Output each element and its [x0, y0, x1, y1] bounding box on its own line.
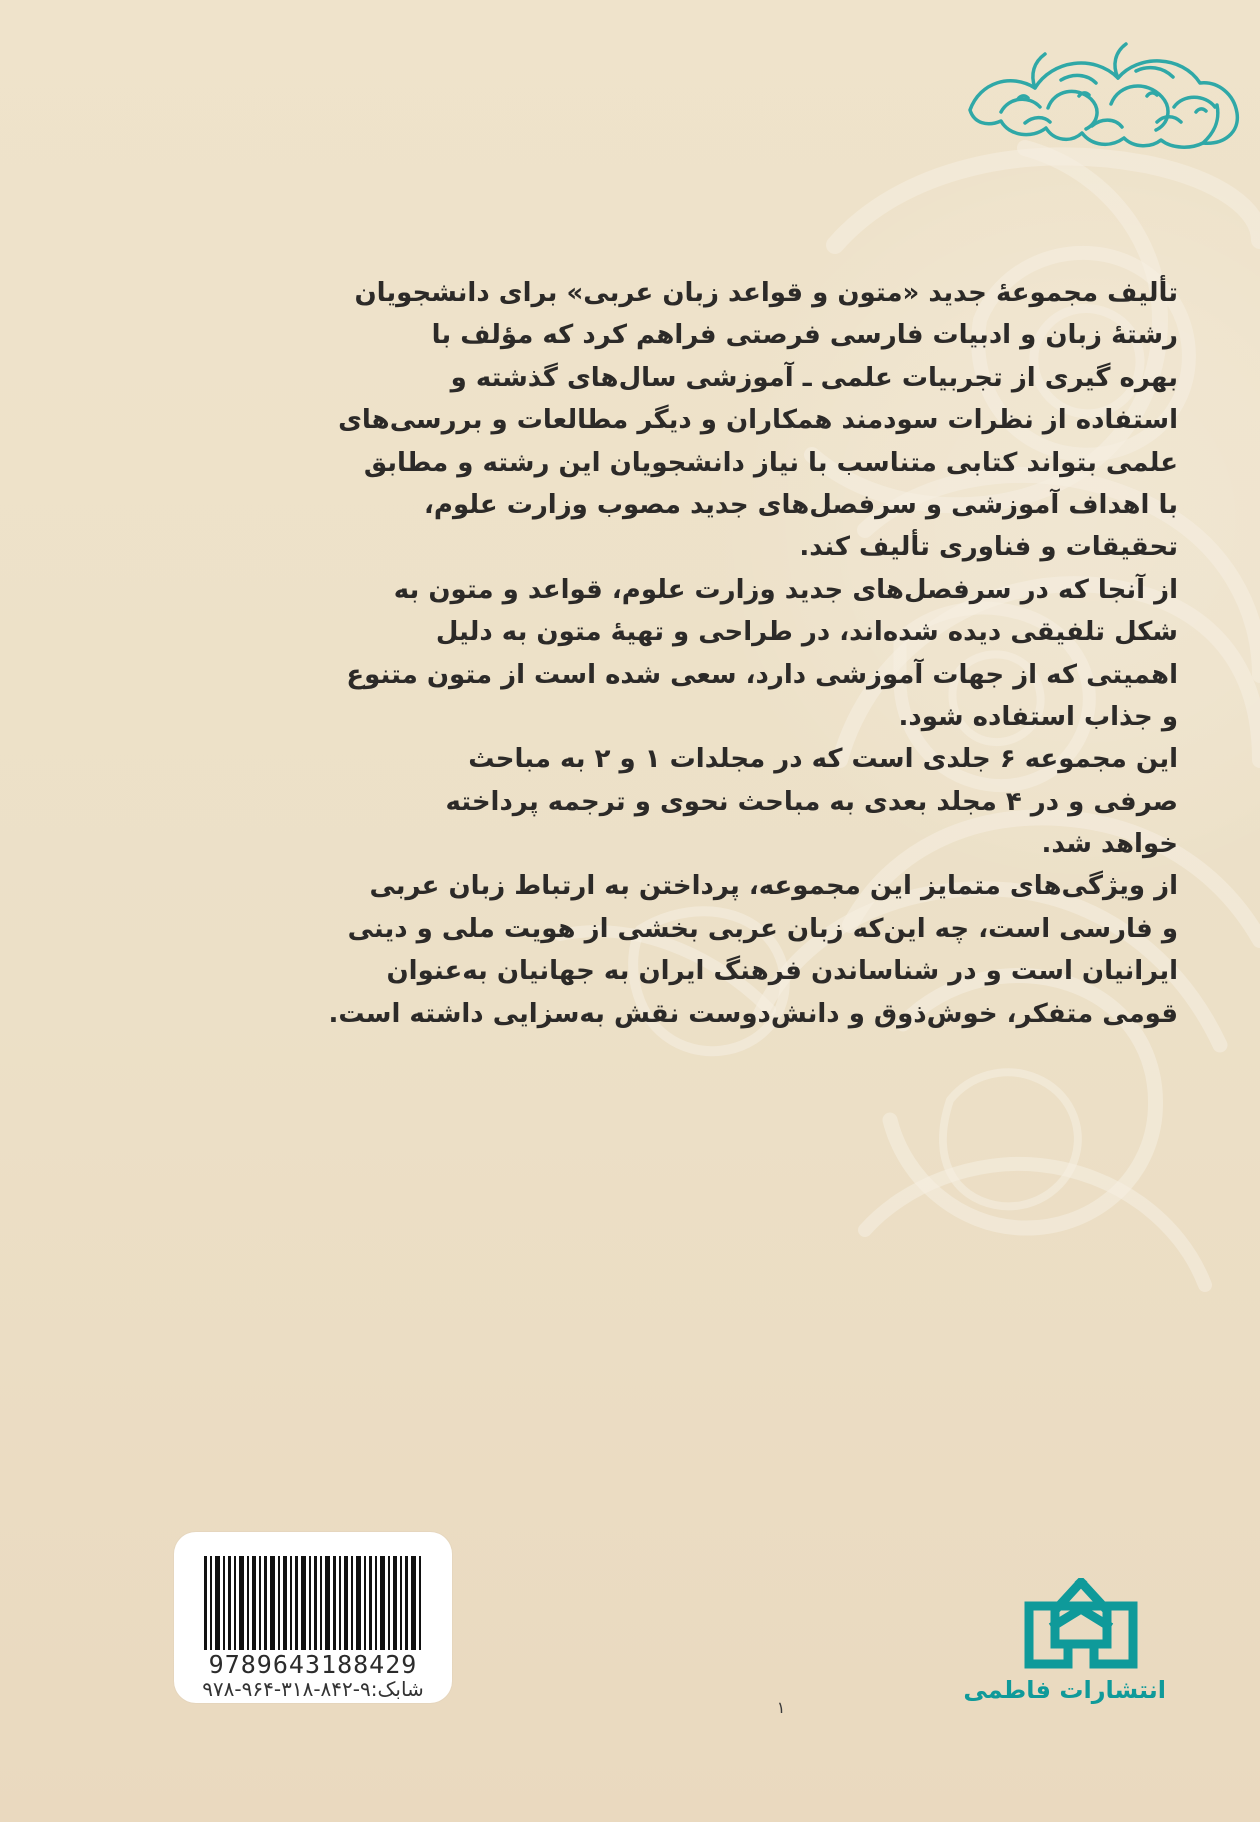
publisher-logo	[963, 1578, 1166, 1718]
description-line-9: شکل تلفیقی دیده شده‌اند، در طراحی و تهیهٔ متون به دلیل	[435, 617, 1178, 648]
description-line-7: تحقیقات و فناوری تألیف کند.	[799, 532, 1178, 563]
barcode-panel	[174, 1532, 452, 1703]
barcode-number: 9789643188429	[208, 1650, 418, 1679]
publisher-logo-icon	[1016, 1578, 1146, 1676]
page-mark: ۱	[776, 1698, 786, 1717]
description-line-6: با اهداف آموزشی و سرفصل‌های جدید مصوب وزارت علوم،	[424, 489, 1178, 520]
description-line-13: صرفی و در ۴ مجلد بعدی به مباحث نحوی و ترجمه پرداخته	[445, 786, 1178, 817]
description-line-10: اهمیتی که از جهات آموزشی دارد، سعی شده است از متون متنوع	[346, 659, 1178, 690]
book-description-block	[328, 272, 1178, 1035]
description-line-12: این مجموعه ۶ جلدی است که در مجلدات ۱ و ۲ به مباحث	[468, 744, 1178, 775]
barcode-icon	[202, 1552, 424, 1650]
description-line-17: ایرانیان است و در شناساندن فرهنگ ایران به جهانیان به‌عنوان	[386, 956, 1178, 987]
publisher-name: انتشارات فاطمی	[963, 1676, 1166, 1704]
description-line-15: از ویژگی‌های متمایز این مجموعه، پرداختن به ارتباط زبان عربی	[369, 871, 1178, 902]
description-line-14: خواهد شد.	[1041, 829, 1178, 860]
description-line-2: رشتهٔ زبان و ادبیات فارسی فرصتی فراهم کرد که مؤلف با	[431, 320, 1178, 351]
description-line-4: استفاده از نظرات سودمند همکاران و دیگر مطالعات و بررسی‌های	[338, 405, 1178, 436]
isbn-label: شابک:۹-۸۴۲-۳۱۸-۹۶۴-۹۷۸	[202, 1677, 424, 1701]
description-line-8: از آنجا که در سرفصل‌های جدید وزارت علوم، قواعد و متون به	[393, 574, 1178, 605]
description-line-1: تألیف مجموعهٔ جدید «متون و قواعد زبان عربی» برای دانشجویان	[354, 278, 1178, 308]
description-line-3: بهره گیری از تجربیات علمی ـ آموزشی سال‌های گذشته و	[450, 362, 1178, 393]
cloud-ornament-icon	[958, 34, 1243, 152]
description-line-5: علمی بتواند کتابی متناسب با نیاز دانشجویان این رشته و مطابق	[363, 447, 1178, 478]
description-line-16: و فارسی است، چه این‌که زبان عربی بخشی از هویت ملی و دینی	[347, 913, 1178, 944]
description-line-11: و جذاب استفاده شود.	[898, 701, 1178, 732]
description-line-18: قومی متفکر، خوش‌ذوق و دانش‌دوست نقش به‌سزایی داشته است.	[328, 998, 1178, 1029]
